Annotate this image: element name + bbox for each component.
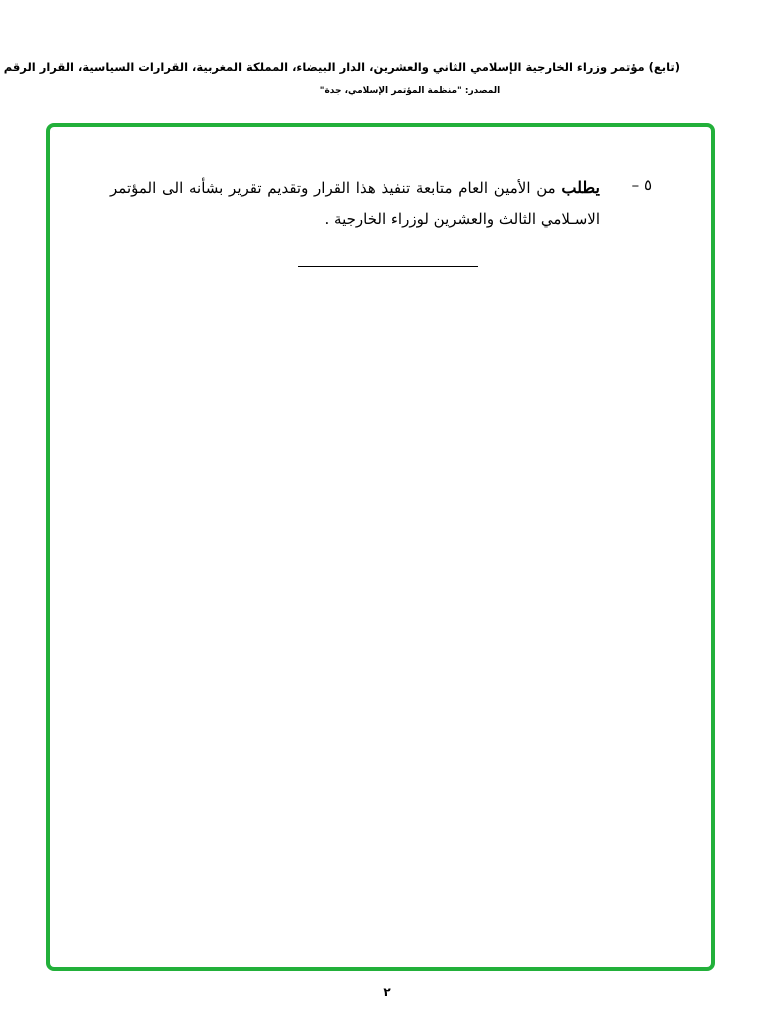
page-frame-border <box>46 123 715 971</box>
document-header-source: المصدر: "منظمة المؤتمر الإسلامي، جدة" <box>319 86 501 96</box>
document-header-title: (تابع) مؤتمر وزراء الخارجية الإسلامي الثاني والعشرين، الدار البيضاء، المملكة المغربية، القرارات السياسية، القرار الرقم <box>3 60 680 74</box>
end-separator-line <box>298 266 478 267</box>
item-body-text: من الأمين العام متابعة تنفيذ هذا القرار وتقديم تقرير بشأنه الى المؤتمر الاسـلامي الثالث والعشرين لوزراء الخارجية . <box>110 179 600 228</box>
page-number: ٢ <box>383 985 391 999</box>
item-lead-word: يطلب <box>561 178 600 197</box>
item-number: ٥ – <box>631 176 652 194</box>
item-paragraph <box>110 172 600 235</box>
resolution-item <box>112 172 652 242</box>
